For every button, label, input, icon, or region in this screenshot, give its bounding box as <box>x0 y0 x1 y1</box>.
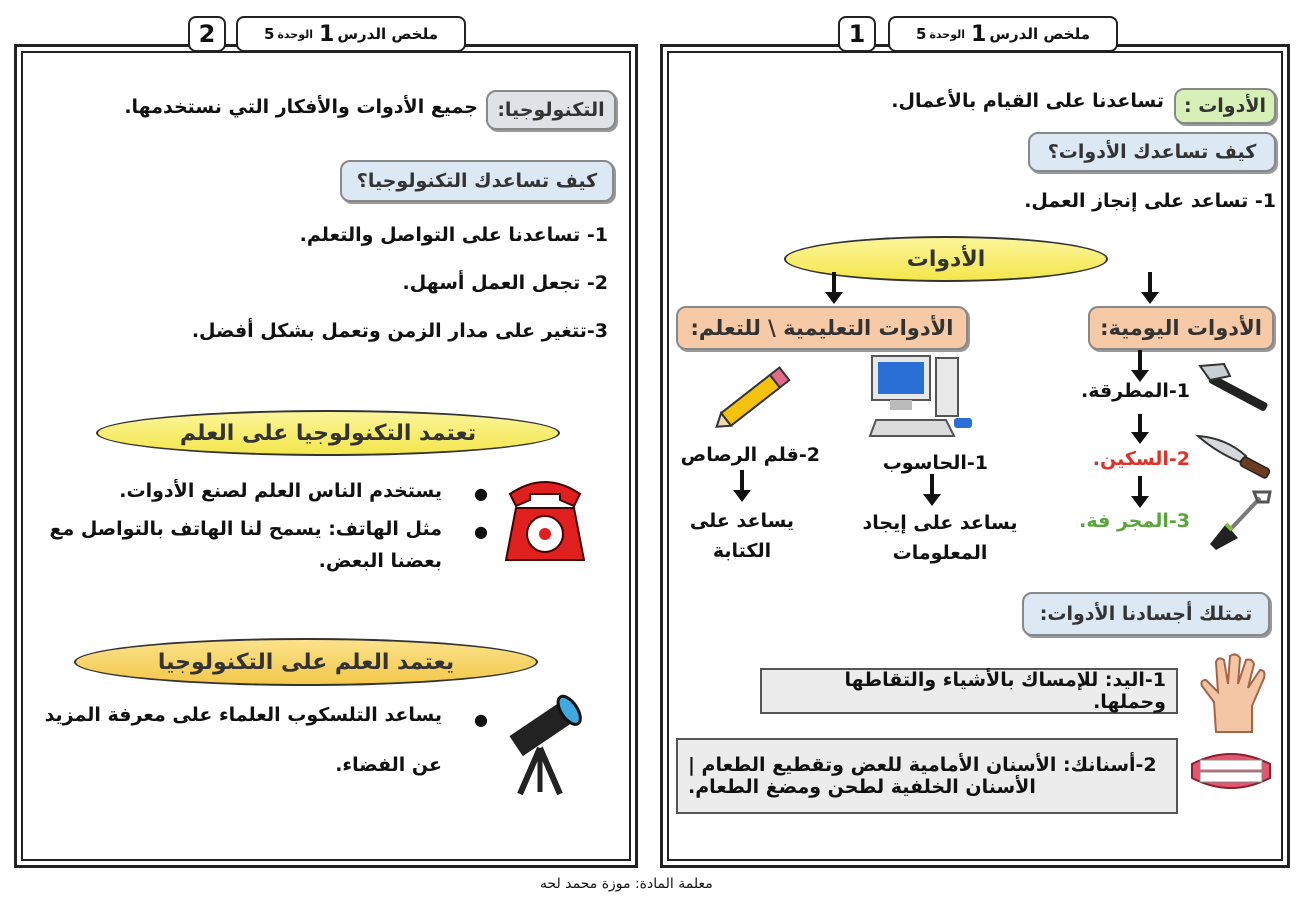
hand-description: 1-اليد: للإمساك بالأشياء والتقاطها وحملها. <box>844 669 1166 713</box>
arrow-down-icon <box>1148 272 1152 294</box>
hammer-icon <box>1196 362 1276 416</box>
daily-item-shovel: 3-المجر فة. <box>1079 510 1190 532</box>
page-number-1: 1 <box>838 16 876 52</box>
tech-on-science-ellipse <box>96 410 560 456</box>
bullet-icon: ● <box>474 710 488 729</box>
lesson-number: 1 <box>319 21 335 47</box>
teeth-description-box <box>676 738 1178 814</box>
arrow-down-icon <box>1138 476 1142 498</box>
pencil-help-line2: الكتابة <box>712 540 772 562</box>
hand-icon <box>1196 650 1274 734</box>
page-number-2: 2 <box>188 16 226 52</box>
computer-help-line2: المعلومات <box>892 542 988 564</box>
arrow-down-icon <box>740 470 744 492</box>
science-bullet-1: يستخدم الناس العلم لصنع الأدوات. <box>119 480 442 502</box>
shovel-icon <box>1206 488 1276 554</box>
daily-item-knife: 2-السكين. <box>1092 448 1190 470</box>
technology-item-3: 3-تتغير على مدار الزمن وتعمل بشكل أفضل. <box>191 320 608 342</box>
tools-label: الأدوات : <box>1174 88 1276 124</box>
science-bullet-2-cont: بعضنا البعض. <box>318 550 442 572</box>
daily-tools-heading: الأدوات اليومية: <box>1088 306 1274 350</box>
unit-label: الوحدة <box>929 27 966 41</box>
technology-item-1: 1- تساعدنا على التواصل والتعلم. <box>299 224 608 246</box>
science-on-tech-ellipse <box>74 638 538 686</box>
pencil-help-line1: يساعد على <box>689 510 795 532</box>
telescope-line-1: يساعد التلسكوب العلماء على معرفة المزيد <box>44 704 442 726</box>
science-on-tech-title: يعتمد العلم على التكنولوجيا <box>157 649 455 675</box>
how-technology-helps-heading: كيف تساعدك التكنولوجيا؟ <box>340 160 614 202</box>
unit-label: الوحدة <box>277 27 314 41</box>
arrow-down-icon <box>930 474 934 496</box>
header-title: ملخص الدرس <box>989 25 1091 43</box>
arrow-down-icon <box>832 272 836 294</box>
technology-label: التكنولوجيا: <box>486 90 616 130</box>
tools-definition: تساعدنا على القيام بالأعمال. <box>891 90 1164 112</box>
technology-item-2: 2- تجعل العمل أسهل. <box>402 272 608 294</box>
header-title: ملخص الدرس <box>337 25 439 43</box>
unit-number: 5 <box>916 25 927 43</box>
arrow-down-icon <box>1138 350 1142 372</box>
unit-number: 5 <box>264 25 275 43</box>
body-tools-heading: تمتلك أجسادنا الأدوات: <box>1022 592 1270 636</box>
hand-description-box <box>760 668 1178 714</box>
knife-icon <box>1196 430 1276 480</box>
teeth-description-line2: الأسنان الخلفية لطحن ومضغ الطعام. <box>688 776 1036 798</box>
daily-item-hammer: 1-المطرقة. <box>1080 380 1190 402</box>
tools-help-item: 1- تساعد على إنجاز العمل. <box>1024 190 1276 212</box>
teeth-icon <box>1188 744 1274 798</box>
computer-label: 1-الحاسوب <box>882 452 988 474</box>
pencil-label: 2-قلم الرصاص <box>680 444 820 466</box>
tech-on-science-title: تعتمد التكنولوجيا على العلم <box>179 420 477 446</box>
teeth-description-line1: 2-أسنانك: الأسنان الأمامية للعض وتقطيع الطعام | <box>688 754 1157 776</box>
science-bullet-2: مثل الهاتف: يسمح لنا الهاتف بالتواصل مع <box>49 518 442 540</box>
lesson-number: 1 <box>971 21 987 47</box>
page-2-header <box>236 16 466 52</box>
pencil-icon <box>706 356 806 436</box>
footer-teacher-name: معلمة المادة: موزة محمد لحه <box>540 876 713 892</box>
telescope-icon <box>496 686 596 798</box>
how-tools-help-heading: كيف تساعدك الأدوات؟ <box>1028 132 1276 172</box>
telephone-icon <box>500 474 590 566</box>
telescope-line-2: عن الفضاء. <box>335 754 442 776</box>
computer-icon <box>866 352 976 444</box>
page-1-header <box>888 16 1118 52</box>
bullet-icon: ● <box>474 522 488 541</box>
computer-help-line1: يساعد على إيجاد <box>862 512 1018 534</box>
technology-definition: جميع الأدوات والأفكار التي نستخدمها. <box>124 96 478 118</box>
learning-tools-heading: الأدوات التعليمية \ للتعلم: <box>676 306 968 350</box>
bullet-icon: ● <box>474 484 488 503</box>
arrow-down-icon <box>1138 414 1142 434</box>
tools-title: الأدوات <box>906 246 986 272</box>
